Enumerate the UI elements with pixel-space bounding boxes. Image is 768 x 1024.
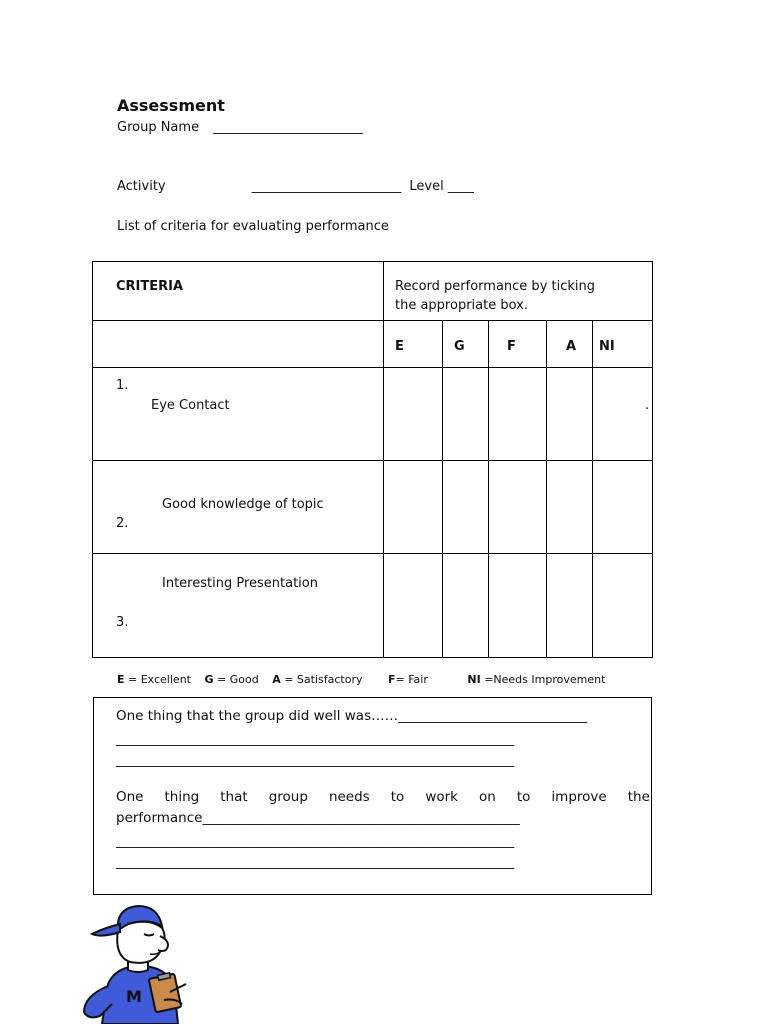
feedback-q2-continuation: performance_______________________________________________ [116, 810, 520, 826]
group-name-row [117, 120, 363, 135]
tick-box-g[interactable] [443, 368, 487, 459]
criteria-table [92, 261, 653, 658]
tick-box-f[interactable] [489, 368, 545, 459]
answer-line[interactable]: ___________________________________________________________ [116, 833, 515, 849]
level-label: Level [409, 179, 444, 194]
tick-box-e[interactable] [384, 554, 441, 656]
rating-header-g: G [454, 339, 465, 354]
legend-item: A = Satisfactory [272, 673, 363, 686]
mascot-illustration [78, 900, 198, 1024]
tick-box-g[interactable] [443, 554, 487, 656]
rating-legend [117, 673, 615, 686]
row-number: 3. [116, 615, 129, 630]
tick-box-e[interactable] [384, 461, 441, 552]
criteria-intro: List of criteria for evaluating performance [117, 219, 389, 234]
feedback-box [93, 697, 652, 895]
tick-box-a[interactable] [547, 554, 591, 656]
tick-box-ni[interactable] [593, 461, 651, 552]
answer-line[interactable]: ___________________________________________________________ [116, 731, 515, 747]
tick-box-a[interactable] [547, 461, 591, 552]
rating-header-a: A [566, 339, 577, 354]
tick-box-ni[interactable] [593, 554, 651, 656]
criterion-label: Eye Contact [151, 398, 230, 413]
record-header-line2: the appropriate box. [395, 298, 528, 313]
mascot-shirt-letter: M [126, 987, 142, 1006]
row-number: 2. [116, 516, 129, 531]
criterion-label: Interesting Presentation [162, 576, 318, 591]
feedback-q1: One thing that the group did well was……____________________________ [116, 708, 588, 724]
answer-line[interactable]: ___________________________________________________________ [116, 854, 515, 870]
activity-blank[interactable]: _______________________ [251, 179, 402, 194]
feedback-q2-blank[interactable]: _______________________________________________ [202, 810, 520, 826]
tick-box-a[interactable] [547, 368, 591, 459]
rating-header-f: F [507, 339, 516, 354]
legend-item: NI =Needs Improvement [467, 673, 606, 686]
legend-item: G = Good [204, 673, 259, 686]
row-number: 1. [116, 378, 129, 393]
criteria-header: CRITERIA [116, 279, 184, 294]
tick-box-g[interactable] [443, 461, 487, 552]
activity-label: Activity [117, 179, 166, 194]
feedback-q2: One thing that group needs to work on to improve the [116, 789, 650, 805]
tick-box-ni[interactable] [593, 368, 651, 459]
rating-header-ni: NI [599, 339, 615, 354]
level-blank[interactable]: ____ [447, 179, 474, 194]
mascot-head [117, 922, 164, 963]
tick-box-f[interactable] [489, 461, 545, 552]
table-rule [93, 320, 652, 321]
rating-header-e: E [395, 339, 404, 354]
activity-row [117, 179, 474, 194]
record-header-line1: Record performance by ticking [395, 279, 596, 294]
group-name-blank[interactable]: _______________________ [213, 120, 363, 135]
answer-line[interactable]: ___________________________________________________________ [116, 752, 515, 768]
group-name-label: Group Name [117, 120, 200, 135]
feedback-q1-blank[interactable]: ____________________________ [398, 708, 588, 724]
page-title: Assessment [117, 96, 225, 115]
stray-mark: . [645, 398, 650, 413]
legend-item: F= Fair [388, 673, 428, 686]
tick-box-f[interactable] [489, 554, 545, 656]
criterion-label: Good knowledge of topic [162, 497, 324, 512]
tick-box-e[interactable] [384, 368, 441, 459]
legend-item: E = Excellent [117, 673, 191, 686]
